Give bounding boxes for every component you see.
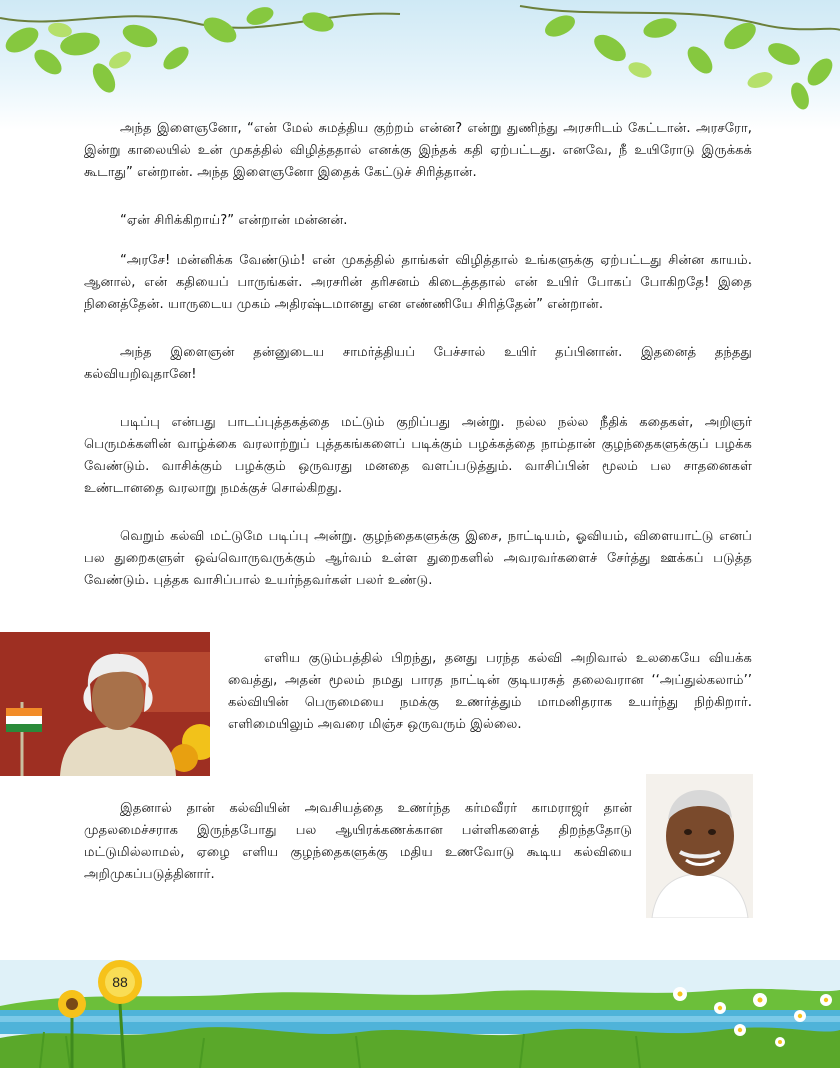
paragraph-wit-saved: அந்த இளைஞன் தன்னுடைய சாமர்த்தியப் பேச்சால் உயிர் தப்பினான். இதனைத் தந்தது கல்வியறிவுதானே! [84, 345, 752, 382]
page-number: 88 [112, 974, 128, 990]
story-text [84, 118, 752, 618]
kalam-section [0, 632, 840, 778]
kalam-portrait [0, 632, 210, 776]
kamaraj-portrait [646, 774, 753, 918]
paragraph-king-asks: “ஏன் சிரிக்கிறாய்?” என்றான் மன்னன். [120, 213, 348, 228]
kalam-paragraph: எளிய குடும்பத்தில் பிறந்து, தனது பரந்த கல்வி அறிவால் உலகையே வியக்க வைத்து, அதன் மூலம் நமது பாரத நாட்டின் குடியரசுத் தலைவரான ‘‘அப்துல்கலாம்’’ கல்வியின் பெருமையை நமக்கு உணர்த்தும் மாமனிதராக உயர்ந்து நிற்கிறார். எளிமையிலும் அவரை மிஞ்ச ஒருவரும் இல்லை. [228, 651, 752, 732]
leaves-decoration [0, 0, 840, 120]
paragraph-beyond-studies: வெறும் கல்வி மட்டுமே படிப்பு அன்று. குழந்தைகளுக்கு இசை, நாட்டியம், ஓவியம், விளையாட்டு எனப் பல துறைகளுள் ஒவ்வொருவருக்கும் ஆர்வம் உள்ள துறைகளில் அவரவர்களைச் சேர்த்து ஊக்கப் படுத்த வேண்டும். புத்தக வாசிப்பால் உயர்ந்தவர்கள் பலர் உண்டு. [84, 529, 752, 588]
paragraph-reading-habit: படிப்பு என்பது பாடப்புத்தகத்தை மட்டும் குறிப்பது அன்று. நல்ல நல்ல நீதிக் கதைகள், அறிஞர் பெருமக்களின் வாழ்க்கை வரலாற்றுப் புத்தகங்களைப் படிக்கும் பழக்கத்தை நாம்தான் குழந்தைகளுக்குப் பழக்க வேண்டும். வாசிக்கும் பழக்கும் ஒருவரது மனதை வளப்படுத்தும். வாசிப்பின் மூலம் பல சாதனைகள் உண்டானதை வரலாறு நமக்குச் சொல்கிறது. [84, 415, 752, 496]
kamaraj-paragraph: இதனால் தான் கல்வியின் அவசியத்தை உணர்ந்த கர்மவீரர் காமராஜர் தான் முதலமைச்சராக இருந்தபோது பல ஆயிரக்கணக்கான பள்ளிகளைத் திறந்ததோடு மட்டுமில்லாமல், ஏழை எளிய குழந்தைகளுக்கு மதிய உணவோடு கூடிய கல்வியை அறிமுகப்படுத்தினார். [84, 801, 632, 882]
paragraph-youth-reply: “அரசே! மன்னிக்க வேண்டும்! என் முகத்தில் தாங்கள் விழித்தால் உங்களுக்கு ஏற்பட்டது சின்ன காயம். ஆனால், என் கதியைப் பாருங்கள். அரசரின் தரிசனம் கிடைத்ததால் என் உயிர் போகப் போகிறதே! இதை நினைத்தேன். யாருடைய முகம் அதிரஷ்டமானது என எண்ணியே சிரித்தேன்” என்றான். [84, 253, 752, 312]
kamaraj-section [0, 772, 840, 922]
paragraph-youth-question: அந்த இளைஞனோ, “என் மேல் சுமத்திய குற்றம் என்ன? என்று துணிந்து அரசரிடம் கேட்டான். அரசரோ, இன்று காலையில் உன் முகத்தில் விழித்ததால் எனக்கு இந்தக் கதி ஏற்பட்டது. எனவே, நீ உயிரோடு இருக்கக் கூடாது” என்றான். அந்த இளைஞனோ இதைக் கேட்டுச் சிரித்தான். [84, 121, 752, 180]
